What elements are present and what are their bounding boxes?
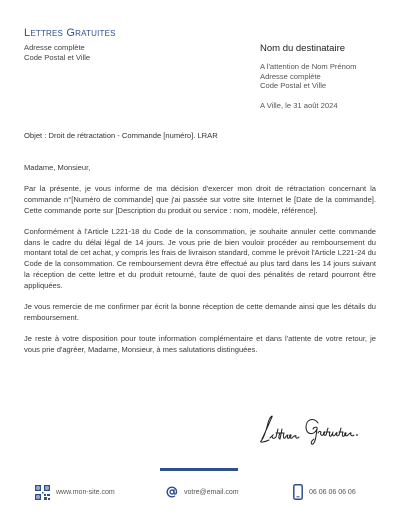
at-sign-icon <box>166 486 178 498</box>
email-text: votre@email.com <box>184 488 239 496</box>
phone-text: 06 06 06 06 06 <box>309 488 356 496</box>
sender-city-line: Code Postal et Ville <box>24 52 91 62</box>
paragraph-closing: Je reste à votre disposition pour toute information complémentaire et dans l'attente de votre retour, je vous prie d'agréer, Madame, Monsieur, à mes salutations distinguées. <box>24 333 376 354</box>
website-text: www.mon-site.com <box>56 488 115 496</box>
letter-subject: Objet : Droit de rétractation - Commande [numéro]. LRAR <box>24 131 218 140</box>
letter-body <box>24 163 376 366</box>
paragraph-intro: Par la présente, je vous informe de ma décision d'exercer mon droit de rétractation concernant la commande n°[Numéro de commande] que j'ai passée sur votre site Internet le [Date de la commande]. Cette commande porte sur [Description du produit ou service : nom, modèle, référence]. <box>24 183 376 215</box>
footer <box>0 484 400 500</box>
handwritten-signature <box>256 411 374 447</box>
paragraph-legal: Conformément à l'Article L221-18 du Code de la consommation, je souhaite annuler cette commande dans le cadre du délai légal de 14 jours. Je vous prie de bien vouloir procéder au remboursement du montant total de cet achat, y compris les frais de livraison standard, comme le prévoit l'Article L221-24 du Code de la consommation. Ce remboursement devra être effectué au plus tard dans les 14 jours suivant la réception de cette lettre et du produit retourné, faute de quoi des pénalités de retard pourront être appliquées. <box>24 226 376 291</box>
recipient-city-line: Code Postal et Ville <box>260 81 327 90</box>
footer-divider <box>160 468 238 471</box>
salutation: Madame, Monsieur, <box>24 163 91 172</box>
signature-graphic <box>256 411 374 447</box>
footer-email[interactable] <box>166 484 239 500</box>
recipient-attention: A l'attention de Nom Prénom <box>260 62 357 71</box>
recipient-name: Nom du destinataire <box>260 43 346 54</box>
brand-logo: Lettres Gratuites <box>24 27 116 39</box>
recipient-address-line: Adresse complète <box>260 71 321 81</box>
footer-website[interactable] <box>35 484 115 500</box>
smartphone-icon <box>293 484 303 500</box>
qr-code-icon <box>35 485 50 500</box>
footer-phone[interactable] <box>293 484 356 500</box>
recipient-address <box>260 62 356 91</box>
letter-date: A Ville, le 31 août 2024 <box>260 101 338 110</box>
sender-address <box>24 43 90 62</box>
paragraph-confirmation: Je vous remercie de me confirmer par écrit la bonne réception de cette demande ainsi que les détails du remboursement. <box>24 302 376 322</box>
sender-address-line: Adresse complète <box>24 43 85 52</box>
